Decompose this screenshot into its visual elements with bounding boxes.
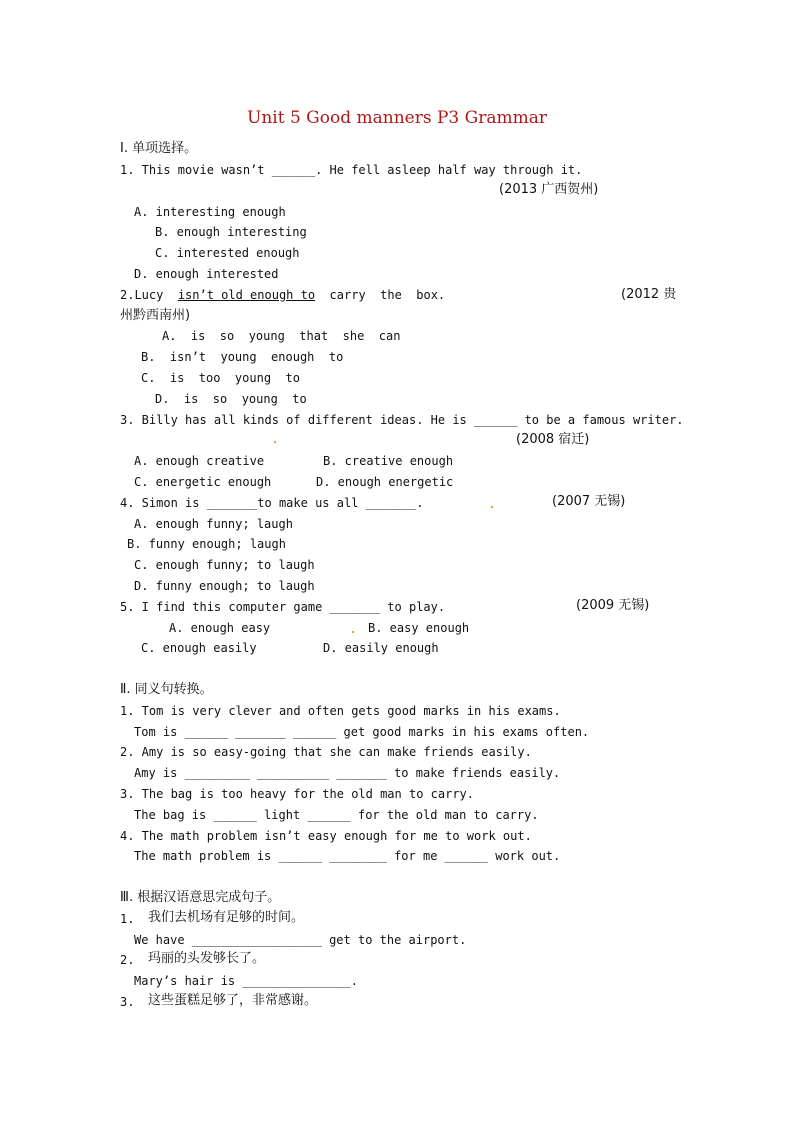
s2-item: Amy is _________ __________ _______ to make friends easily. <box>134 766 561 780</box>
s3-item-chinese: 玛丽的头发够长了。 <box>148 951 266 966</box>
s3-item-number: 1. <box>120 912 135 926</box>
s3-item-english: We have __________________ get to the airport. <box>134 933 467 947</box>
q2-option-a: A. is so young that she can <box>162 329 401 343</box>
s3-item-chinese: 这些蛋糕足够了，非常感谢。 <box>148 993 318 1008</box>
s2-item: 2. Amy is so easy-going that she can make friends easily. <box>120 745 532 759</box>
s3-item-chinese: 我们去机场有足够的时间。 <box>148 910 305 925</box>
stray-dot <box>274 441 276 443</box>
q1-option-d: D. enough interested <box>134 267 279 281</box>
q1-option-b: B. enough interesting <box>155 225 307 239</box>
q1-option-c: C. interested enough <box>155 246 300 260</box>
q1-stem: 1. This movie wasn’t ______. He fell asleep half way through it. <box>120 163 583 177</box>
q2-underlined-phrase: isn’t old enough to <box>177 288 316 302</box>
q3-source: (2008 宿迁) <box>516 432 590 447</box>
s2-item: The math problem is ______ ________ for me ______ work out. <box>134 849 561 863</box>
q5-option-d: D. easily enough <box>323 641 439 655</box>
s3-item-english: Mary’s hair is _______________. <box>134 974 358 988</box>
s3-item-number: 3. <box>120 995 135 1009</box>
q4-option-b: B. funny enough; laugh <box>127 537 286 551</box>
section3-heading: Ⅲ. 根据汉语意思完成句子。 <box>120 890 281 905</box>
q3-option-d: D. enough energetic <box>316 475 454 489</box>
q4-option-d: D. funny enough; to laugh <box>134 579 315 593</box>
q2-rest: carry the box. <box>329 288 446 302</box>
section2-heading: Ⅱ. 同义句转换。 <box>120 682 213 697</box>
q4-option-a: A. enough funny; laugh <box>134 517 293 531</box>
s2-item: 4. The math problem isn’t easy enough for me to work out. <box>120 829 532 843</box>
q1-option-a: A. interesting enough <box>134 205 286 219</box>
q5-option-a: A. enough easy <box>169 621 271 635</box>
stray-dot <box>491 506 493 508</box>
q2-option-c: C. is too young to <box>141 371 300 385</box>
q2-option-d: D. is so young to <box>155 392 307 406</box>
q3-option-c: C. energetic enough <box>134 475 272 489</box>
q2-prefix: 2.Lucy <box>120 288 164 302</box>
page-title: Unit 5 Good manners P3 Grammar <box>247 108 547 128</box>
s3-item-number: 2. <box>120 953 135 967</box>
q3-option-b: B. creative enough <box>323 454 454 468</box>
stray-dot <box>352 631 354 633</box>
q5-option-c: C. enough easily <box>141 641 257 655</box>
q4-option-c: C. enough funny; to laugh <box>134 558 315 572</box>
q2-option-b: B. isn’t young enough to <box>141 350 344 364</box>
q4-stem: 4. Simon is _______to make us all _______. <box>120 496 424 510</box>
q2-source-b: 州黔西南州) <box>120 308 191 323</box>
s2-item: Tom is ______ _______ ______ get good marks in his exams often. <box>134 725 590 739</box>
q5-option-b: B. easy enough <box>368 621 470 635</box>
s2-item: 1. Tom is very clever and often gets good marks in his exams. <box>120 704 561 718</box>
q4-source: (2007 无锡) <box>552 494 626 509</box>
s2-item: The bag is ______ light ______ for the old man to carry. <box>134 808 539 822</box>
q2-stem <box>120 287 445 303</box>
q1-source: (2013 广西贺州) <box>499 182 599 197</box>
q3-option-a: A. enough creative <box>134 454 265 468</box>
q2-source-a: (2012 贵 <box>621 287 677 302</box>
q3-stem: 3. Billy has all kinds of different ideas. He is ______ to be a famous writer. <box>120 413 684 427</box>
s2-item: 3. The bag is too heavy for the old man to carry. <box>120 787 475 801</box>
section1-heading: Ⅰ. 单项选择。 <box>120 141 198 156</box>
q5-source: (2009 无锡) <box>576 598 650 613</box>
q5-stem: 5. I find this computer game _______ to play. <box>120 600 446 614</box>
